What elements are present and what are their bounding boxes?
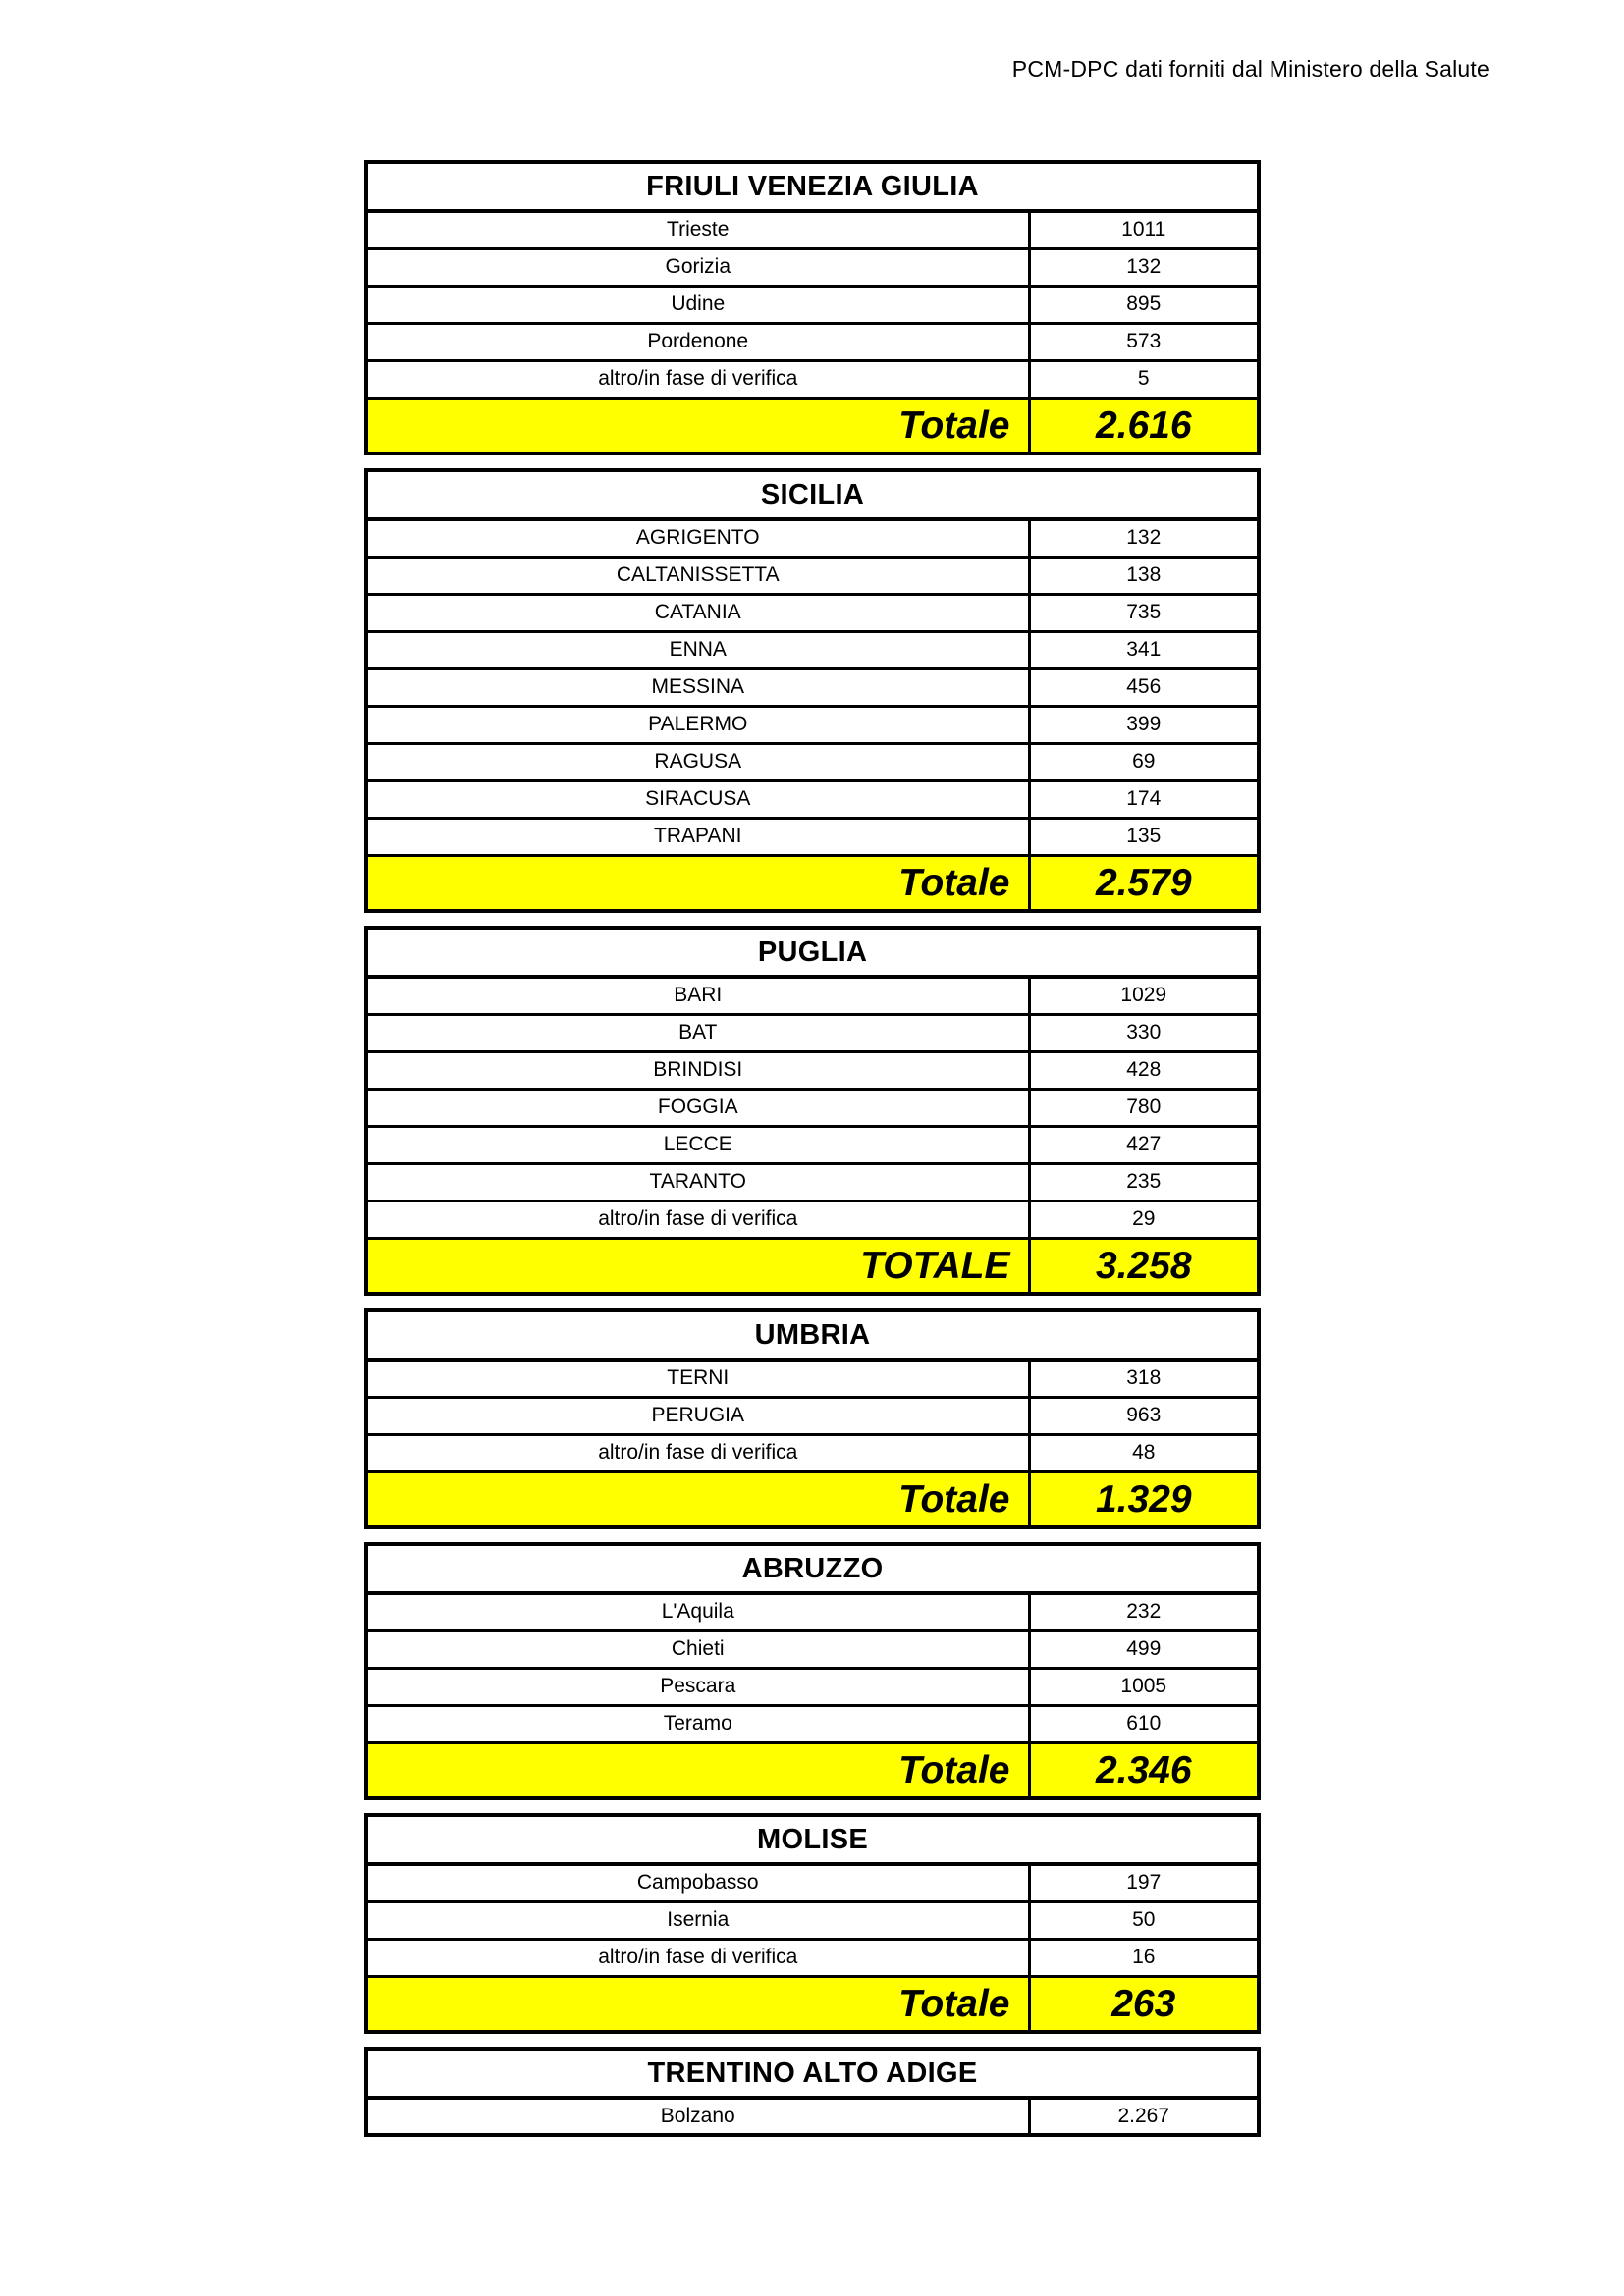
total-label: Totale [366,1976,1029,2032]
table-row [366,1630,1259,1668]
total-value: 2.616 [1029,398,1259,454]
region-title: SICILIA [366,470,1259,519]
province-cell: ENNA [366,631,1029,668]
table-row [366,1901,1259,1939]
total-value: 1.329 [1029,1471,1259,1527]
region-table-sicilia [364,468,1261,913]
region-table-molise [364,1813,1261,2034]
value-cell: 573 [1029,323,1259,360]
table-row [366,977,1259,1014]
province-cell: Udine [366,286,1029,323]
value-cell: 135 [1029,818,1259,855]
table-row [366,1864,1259,1901]
value-cell: 48 [1029,1434,1259,1471]
region-title-row [366,1310,1259,1360]
province-cell: LECCE [366,1126,1029,1163]
value-cell: 610 [1029,1705,1259,1742]
value-cell: 456 [1029,668,1259,706]
province-cell: altro/in fase di verifica [366,360,1029,398]
total-row [366,1471,1259,1527]
region-table-umbria [364,1308,1261,1529]
region-title-row [366,470,1259,519]
region-title: MOLISE [366,1815,1259,1864]
table-row [366,1705,1259,1742]
value-cell: 132 [1029,248,1259,286]
region-title-row [366,162,1259,211]
table-row [366,743,1259,780]
region-table-trentino-alto-adige [364,2047,1261,2137]
table-row [366,780,1259,818]
value-cell: 341 [1029,631,1259,668]
region-title-row [366,1544,1259,1593]
total-row [366,1976,1259,2032]
value-cell: 1005 [1029,1668,1259,1705]
table-row [366,360,1259,398]
table-row [366,668,1259,706]
table-row [366,1089,1259,1126]
value-cell: 963 [1029,1397,1259,1434]
province-cell: Bolzano [366,2098,1029,2135]
value-cell: 197 [1029,1864,1259,1901]
province-cell: Campobasso [366,1864,1029,1901]
table-row [366,2098,1259,2135]
value-cell: 29 [1029,1201,1259,1238]
value-cell: 780 [1029,1089,1259,1126]
total-label: Totale [366,1471,1029,1527]
region-title-row [366,928,1259,977]
province-cell: altro/in fase di verifica [366,1434,1029,1471]
value-cell: 132 [1029,519,1259,557]
table-row [366,1593,1259,1630]
table-row [366,1939,1259,1976]
province-cell: Chieti [366,1630,1029,1668]
province-cell: Teramo [366,1705,1029,1742]
value-cell: 138 [1029,557,1259,594]
region-title-row [366,1815,1259,1864]
region-title: ABRUZZO [366,1544,1259,1593]
region-table-friuli-venezia-giulia [364,160,1261,455]
region-table-puglia [364,926,1261,1296]
table-row [366,557,1259,594]
table-row [366,323,1259,360]
value-cell: 735 [1029,594,1259,631]
total-label: TOTALE [366,1238,1029,1294]
table-row [366,818,1259,855]
value-cell: 428 [1029,1051,1259,1089]
region-title: UMBRIA [366,1310,1259,1360]
value-cell: 16 [1029,1939,1259,1976]
value-cell: 69 [1029,743,1259,780]
table-row [366,1163,1259,1201]
value-cell: 427 [1029,1126,1259,1163]
province-cell: altro/in fase di verifica [366,1201,1029,1238]
province-cell: SIRACUSA [366,780,1029,818]
province-cell: MESSINA [366,668,1029,706]
table-row [366,594,1259,631]
province-cell: PALERMO [366,706,1029,743]
region-title-row [366,2049,1259,2098]
table-row [366,631,1259,668]
total-row [366,1742,1259,1798]
value-cell: 235 [1029,1163,1259,1201]
province-cell: TERNI [366,1360,1029,1397]
value-cell: 1011 [1029,211,1259,248]
total-row [366,398,1259,454]
value-cell: 174 [1029,780,1259,818]
province-cell: Gorizia [366,248,1029,286]
value-cell: 2.267 [1029,2098,1259,2135]
table-row [366,1201,1259,1238]
province-cell: BAT [366,1014,1029,1051]
total-label: Totale [366,1742,1029,1798]
total-value: 263 [1029,1976,1259,2032]
province-cell: altro/in fase di verifica [366,1939,1029,1976]
total-value: 3.258 [1029,1238,1259,1294]
value-cell: 318 [1029,1360,1259,1397]
total-row [366,855,1259,911]
value-cell: 895 [1029,286,1259,323]
table-row [366,286,1259,323]
province-cell: RAGUSA [366,743,1029,780]
value-cell: 50 [1029,1901,1259,1939]
tables-container [364,160,1257,2150]
province-cell: CATANIA [366,594,1029,631]
table-row [366,1668,1259,1705]
province-cell: AGRIGENTO [366,519,1029,557]
province-cell: Trieste [366,211,1029,248]
value-cell: 5 [1029,360,1259,398]
region-table-abruzzo [364,1542,1261,1800]
province-cell: Pescara [366,1668,1029,1705]
table-row [366,1051,1259,1089]
total-label: Totale [366,855,1029,911]
value-cell: 330 [1029,1014,1259,1051]
total-label: Totale [366,398,1029,454]
total-value: 2.346 [1029,1742,1259,1798]
region-title: FRIULI VENEZIA GIULIA [366,162,1259,211]
value-cell: 232 [1029,1593,1259,1630]
total-value: 2.579 [1029,855,1259,911]
value-cell: 399 [1029,706,1259,743]
page-header-source-note: PCM-DPC dati forniti dal Ministero della Salute [1011,56,1489,81]
province-cell: Isernia [366,1901,1029,1939]
table-row [366,1434,1259,1471]
table-row [366,248,1259,286]
table-row [366,519,1259,557]
region-title: TRENTINO ALTO ADIGE [366,2049,1259,2098]
province-cell: L'Aquila [366,1593,1029,1630]
table-row [366,1126,1259,1163]
value-cell: 1029 [1029,977,1259,1014]
province-cell: TRAPANI [366,818,1029,855]
province-cell: TARANTO [366,1163,1029,1201]
value-cell: 499 [1029,1630,1259,1668]
table-row [366,1014,1259,1051]
province-cell: FOGGIA [366,1089,1029,1126]
table-row [366,1360,1259,1397]
region-title: PUGLIA [366,928,1259,977]
province-cell: PERUGIA [366,1397,1029,1434]
province-cell: CALTANISSETTA [366,557,1029,594]
table-row [366,706,1259,743]
province-cell: Pordenone [366,323,1029,360]
table-row [366,1397,1259,1434]
province-cell: BRINDISI [366,1051,1029,1089]
total-row [366,1238,1259,1294]
province-cell: BARI [366,977,1029,1014]
table-row [366,211,1259,248]
